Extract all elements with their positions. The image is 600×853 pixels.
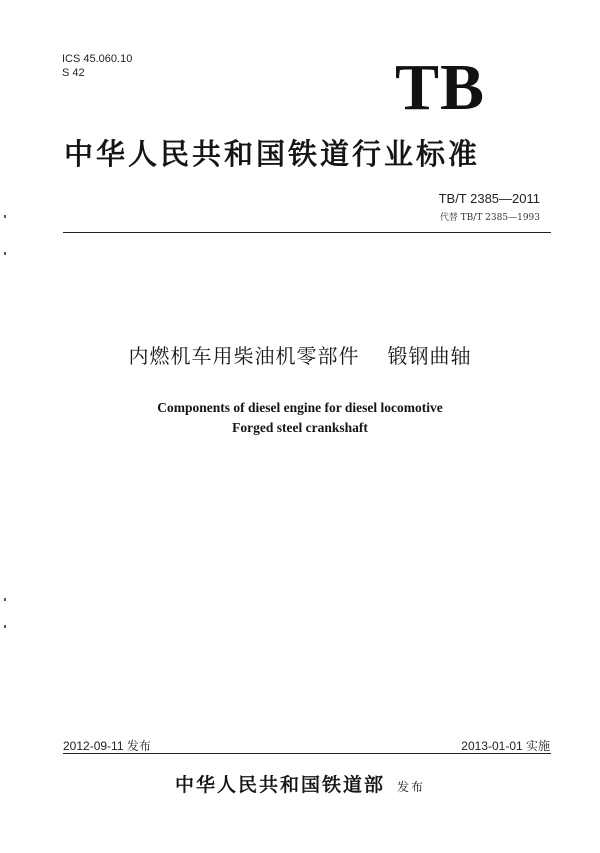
english-title-line1: Components of diesel engine for diesel locomotive <box>157 400 443 415</box>
category-code: S 42 <box>62 67 85 79</box>
english-title <box>0 398 600 438</box>
industry-standard-title: 中华人民共和国铁道行业标准 <box>64 137 481 171</box>
scan-mark <box>4 598 6 601</box>
replaces-standard: 代替 TB/T 2385—1993 <box>439 213 540 223</box>
standard-number: TB/T 2385—2011 <box>438 191 540 206</box>
tb-logo: TB <box>395 51 486 124</box>
chinese-title-part1: 内燃机车用柴油机零部件 <box>128 344 360 368</box>
english-title-line2: Forged steel crankshaft <box>232 420 368 435</box>
top-divider <box>63 232 551 233</box>
ics-code: ICS 45.060.10 <box>62 53 133 65</box>
scan-mark <box>4 215 6 218</box>
chinese-title <box>0 340 600 369</box>
issuer-line <box>0 770 600 797</box>
issue-date: 2012-09-11 发布 <box>63 739 151 753</box>
chinese-title-part2: 锻钢曲轴 <box>387 344 472 368</box>
issuer-action: 发布 <box>397 780 426 794</box>
bottom-divider <box>63 753 551 754</box>
issuer-name: 中华人民共和国铁道部 <box>174 774 385 796</box>
scan-mark <box>4 252 6 255</box>
classification-codes <box>62 52 132 80</box>
implementation-date: 2013-01-01 实施 <box>461 739 550 753</box>
scan-mark <box>4 625 6 628</box>
